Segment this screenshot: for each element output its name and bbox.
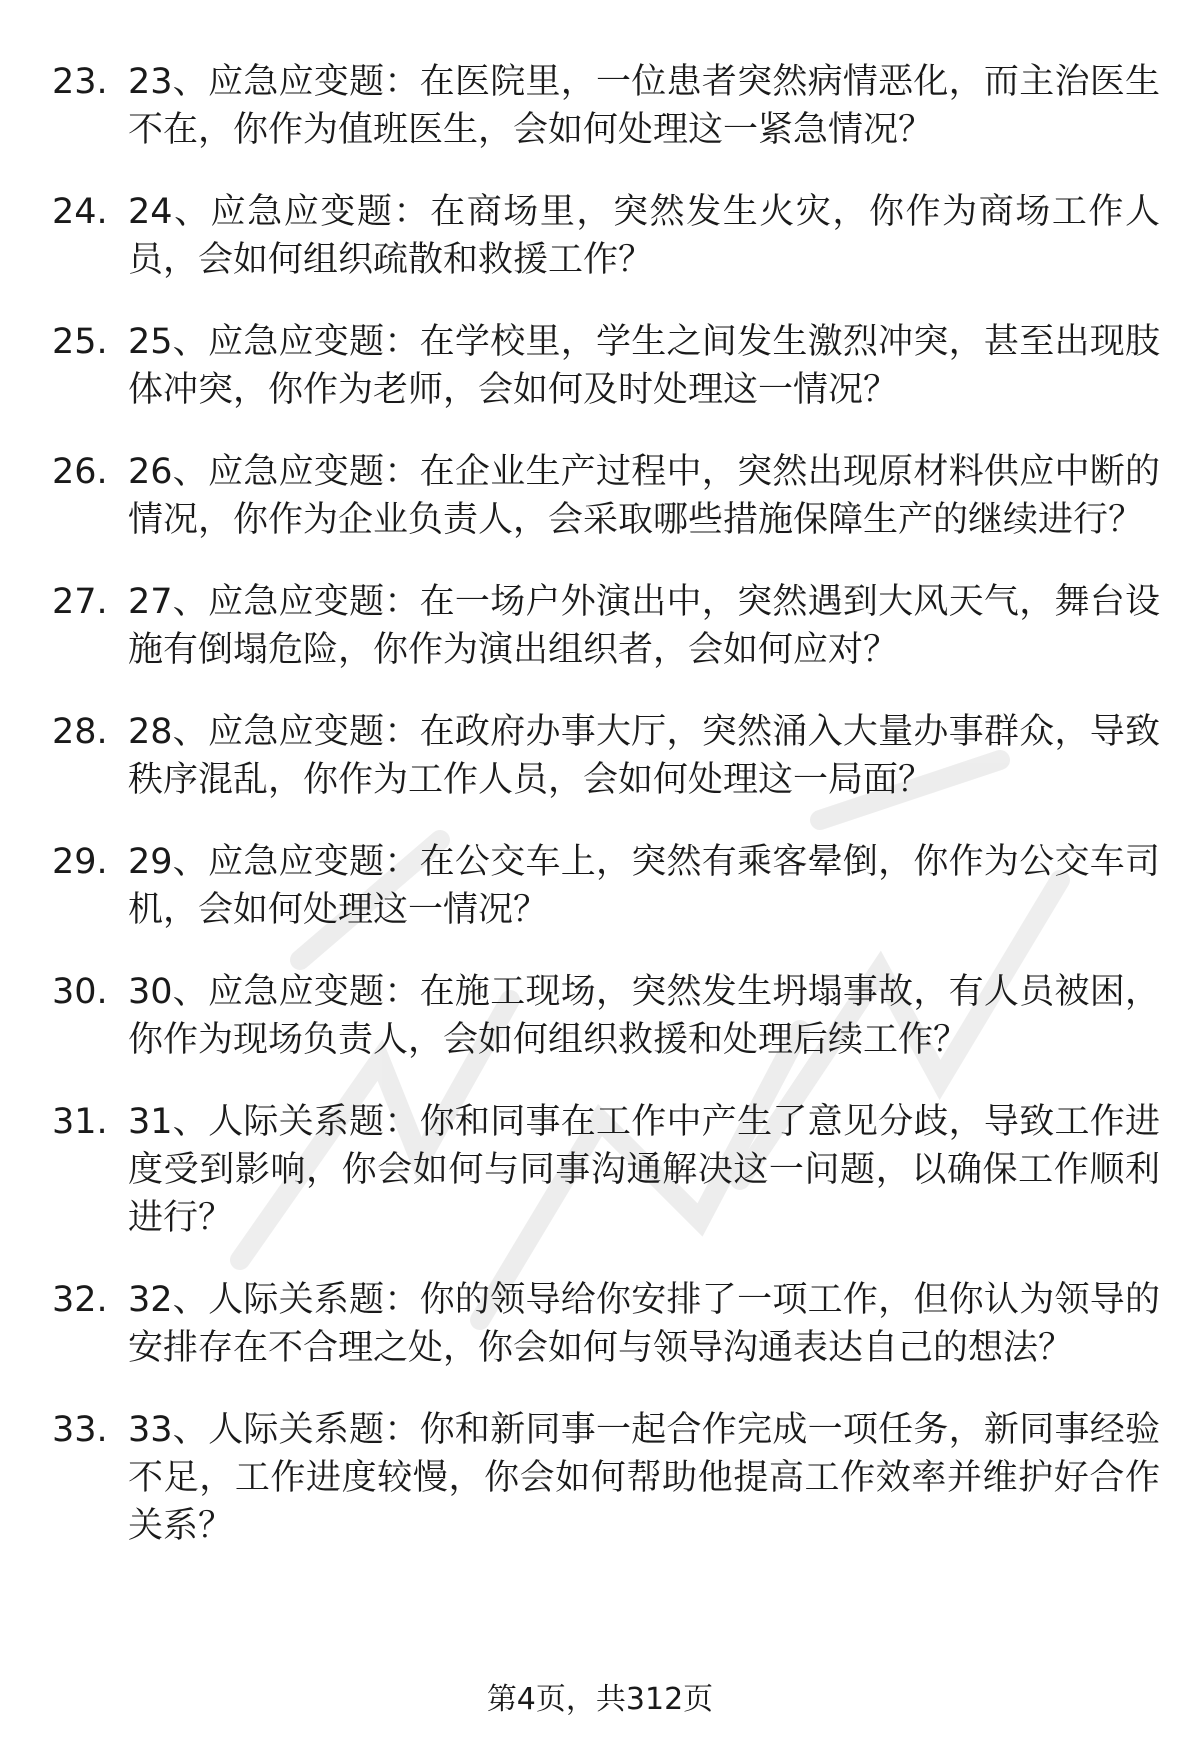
question-number: 23.	[52, 62, 108, 102]
question-number: 31.	[52, 1102, 108, 1142]
list-item	[52, 1406, 1160, 1550]
list-item	[52, 968, 1160, 1064]
question-text: 26、应急应变题：在企业生产过程中，突然出现原材料供应中断的情况，你作为企业负责人，会采取哪些措施保障生产的继续进行？	[128, 452, 1160, 540]
question-number: 33.	[52, 1410, 108, 1450]
question-number: 30.	[52, 972, 108, 1012]
question-list	[52, 58, 1160, 1584]
question-number: 26.	[52, 452, 108, 492]
question-number: 28.	[52, 712, 108, 752]
question-text: 24、应急应变题：在商场里，突然发生火灾，你作为商场工作人员，会如何组织疏散和救援工作？	[128, 192, 1160, 280]
list-item	[52, 708, 1160, 804]
question-text: 32、人际关系题：你的领导给你安排了一项工作，但你认为领导的安排存在不合理之处，你会如何与领导沟通表达自己的想法？	[128, 1280, 1160, 1368]
list-item	[52, 838, 1160, 934]
question-text: 27、应急应变题：在一场户外演出中，突然遇到大风天气，舞台设施有倒塌危险，你作为演出组织者，会如何应对？	[128, 582, 1160, 670]
question-text: 30、应急应变题：在施工现场，突然发生坍塌事故，有人员被困，你作为现场负责人，会如何组织救援和处理后续工作？	[128, 972, 1160, 1060]
list-item	[52, 1276, 1160, 1372]
list-item	[52, 578, 1160, 674]
question-text: 33、人际关系题：你和新同事一起合作完成一项任务，新同事经验不足，工作进度较慢，你会如何帮助他提高工作效率并维护好合作关系？	[128, 1410, 1160, 1546]
question-number: 24.	[52, 192, 108, 232]
question-text: 28、应急应变题：在政府办事大厅，突然涌入大量办事群众，导致秩序混乱，你作为工作人员，会如何处理这一局面？	[128, 712, 1160, 800]
question-number: 29.	[52, 842, 108, 882]
list-item	[52, 318, 1160, 414]
list-item	[52, 58, 1160, 154]
page-footer: 第4页，共312页	[486, 1682, 714, 1717]
list-item	[52, 1098, 1160, 1242]
list-item	[52, 188, 1160, 284]
list-item	[52, 448, 1160, 544]
question-text: 29、应急应变题：在公交车上，突然有乘客晕倒，你作为公交车司机，会如何处理这一情况？	[128, 842, 1160, 930]
question-text: 23、应急应变题：在医院里，一位患者突然病情恶化，而主治医生不在，你作为值班医生，会如何处理这一紧急情况？	[128, 62, 1160, 150]
question-number: 32.	[52, 1280, 108, 1320]
question-number: 27.	[52, 582, 108, 622]
question-number: 25.	[52, 322, 108, 362]
question-text: 25、应急应变题：在学校里，学生之间发生激烈冲突，甚至出现肢体冲突，你作为老师，会如何及时处理这一情况？	[128, 322, 1160, 410]
question-text: 31、人际关系题：你和同事在工作中产生了意见分歧，导致工作进度受到影响，你会如何与同事沟通解决这一问题，以确保工作顺利进行？	[128, 1102, 1160, 1238]
